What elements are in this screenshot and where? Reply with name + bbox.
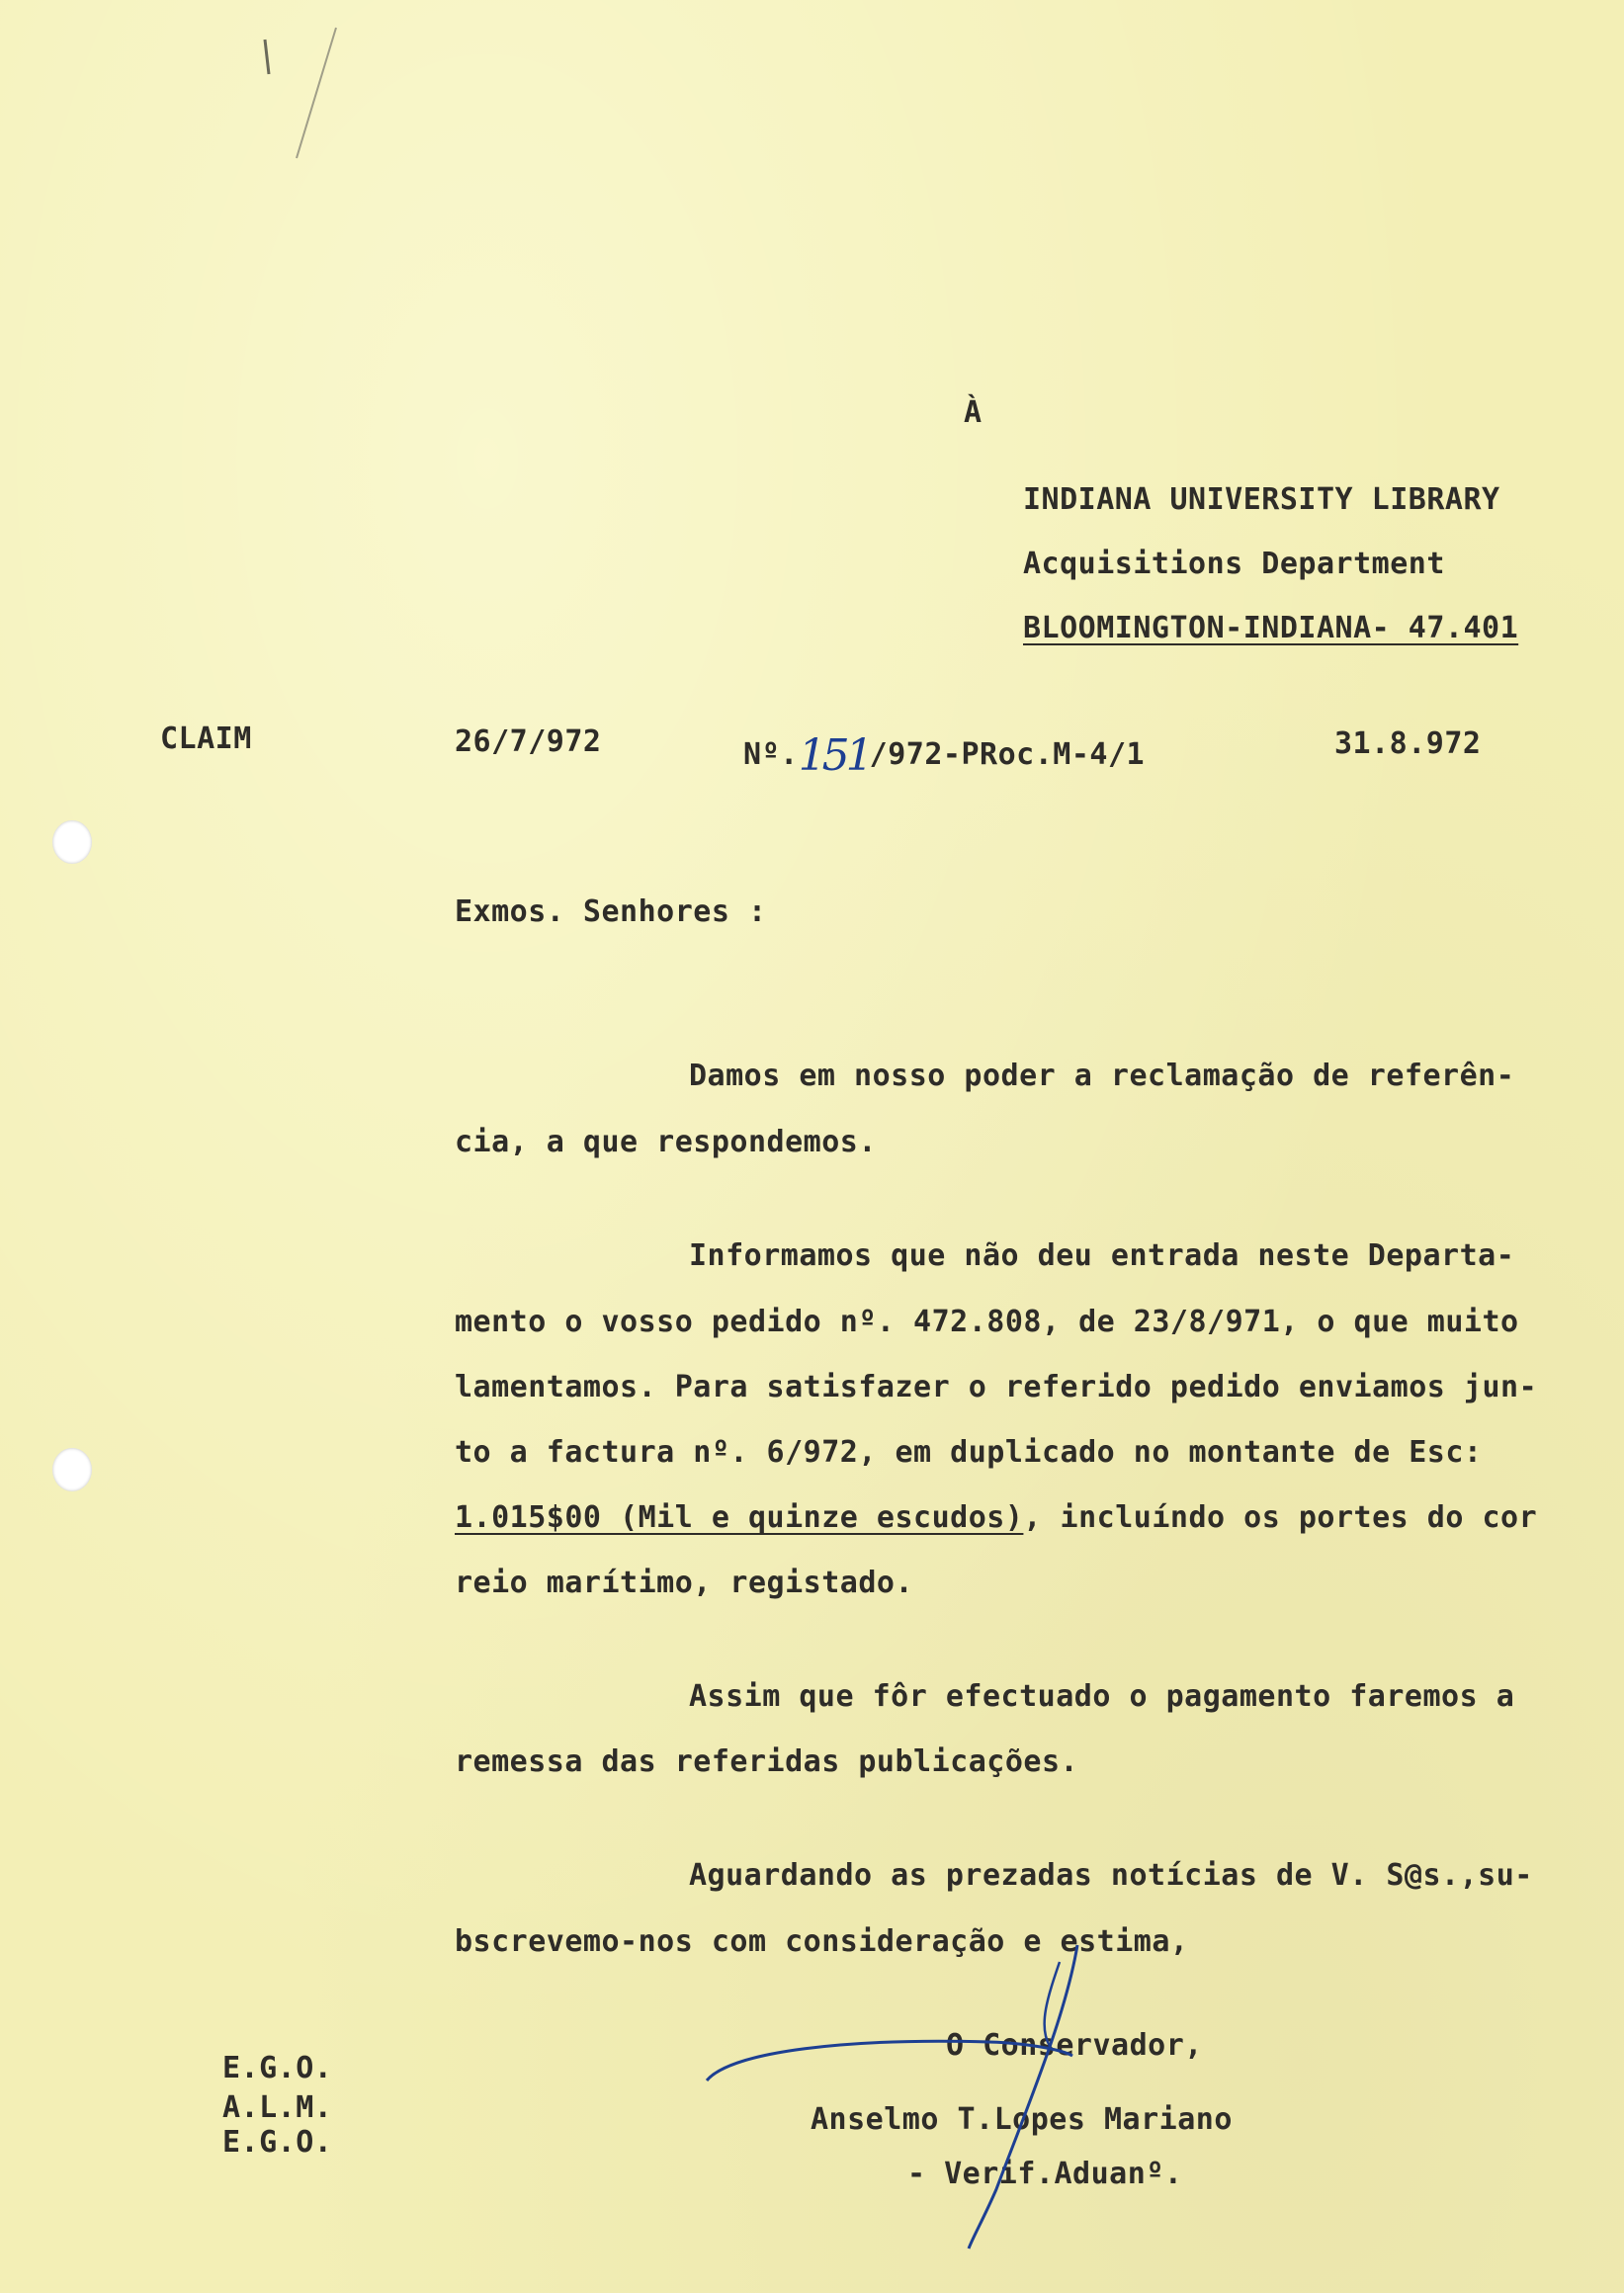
signatory-role: - Verif.Aduanº.	[907, 2157, 1183, 2191]
p2-line4: to a factura nº. 6/972, em duplicado no montante de Esc:	[455, 1435, 1483, 1470]
number-prefix: Nº.	[743, 737, 799, 772]
p4-line2: bscrevemo-nos com consideração e estima,	[455, 1924, 1189, 1959]
signatory-name: Anselmo T.Lopes Mariano	[811, 2102, 1233, 2137]
initials-1: E.G.O.	[222, 2051, 333, 2085]
number-suffix: /972-PRoc.M-4/1	[869, 737, 1146, 772]
p4-line1: Aguardando as prezadas notícias de V. S@s.,su-	[689, 1858, 1533, 1893]
greeting: Exmos. Senhores :	[455, 894, 767, 929]
p2-line3: lamentamos. Para satisfazer o referido pedido enviamos jun-	[455, 1370, 1538, 1404]
initials-3: E.G.O.	[222, 2125, 333, 2160]
letter-date: 31.8.972	[1334, 726, 1482, 761]
amount-underlined: 1.015$00 (Mil e quinze escudos)	[455, 1500, 1024, 1535]
p1-line2: cia, a que respondemos.	[455, 1125, 877, 1159]
p2-line2: mento o vosso pedido nº. 472.808, de 23/8/971, o que muito	[455, 1305, 1519, 1339]
salutation-a: À	[964, 395, 983, 430]
initials-2: A.L.M.	[222, 2090, 333, 2125]
p3-line1: Assim que fôr efectuado o pagamento faremos a	[689, 1679, 1515, 1714]
p2-line5-rest: , incluíndo os portes do cor	[1023, 1500, 1538, 1535]
recipient-department: Acquisitions Department	[1023, 547, 1445, 581]
p2-line6: reio marítimo, registado.	[455, 1566, 914, 1600]
signatory-title: O Conservador,	[946, 2028, 1203, 2063]
claim-date: 26/7/972	[455, 724, 602, 759]
recipient-address: BLOOMINGTON-INDIANA- 47.401	[1023, 611, 1519, 645]
recipient-name: INDIANA UNIVERSITY LIBRARY	[1023, 482, 1500, 517]
p1-line1: Damos em nosso poder a reclamação de referên-	[689, 1059, 1515, 1093]
p3-line2: remessa das referidas publicações.	[455, 1744, 1079, 1779]
handwritten-number: 151	[798, 730, 870, 781]
claim-label: CLAIM	[160, 722, 252, 756]
p2-line1: Informamos que não deu entrada neste Departa-	[689, 1238, 1515, 1273]
